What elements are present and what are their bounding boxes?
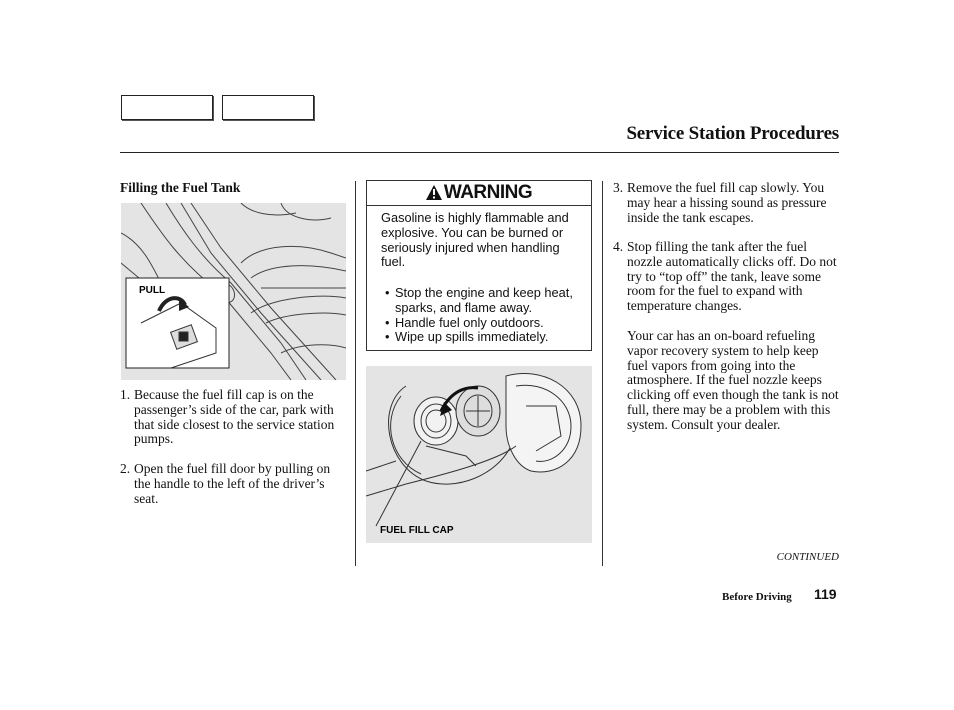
step-4-text: Stop filling the tank after the fuel nozzle automatically clicks off. Do not try to “top off” the tank, leave some room for the fuel to expand with temperature changes. — [627, 239, 837, 314]
step-1-text: Because the fuel fill cap is on the passenger’s side of the car, park with that side closest to the service station pumps. — [134, 387, 335, 447]
page-number: 119 — [814, 586, 837, 602]
warning-title: WARNING — [443, 182, 533, 203]
warning-text: Gasoline is highly flammable and explosive. You can be burned or seriously injured when handling fuel. — [381, 210, 569, 270]
step-4-number: 4. — [613, 239, 624, 254]
step-2-text: Open the fuel fill door by pulling on the handle to the left of the driver’s seat. — [134, 461, 331, 506]
step-2-number: 2. — [120, 461, 131, 476]
warning-triangle-icon — [426, 185, 442, 200]
fuel-fill-cap-label: FUEL FILL CAP — [380, 525, 454, 536]
step-2 — [120, 462, 345, 506]
continued-label: CONTINUED — [776, 551, 839, 563]
step-3-text: Remove the fuel fill cap slowly. You may hear a hissing sound as pressure inside the tank escapes. — [627, 180, 827, 225]
title-rule — [120, 152, 839, 153]
step-3 — [613, 181, 843, 225]
warning-header — [367, 181, 591, 206]
column-divider-right — [602, 181, 603, 566]
fuel-cap-drawing — [366, 366, 592, 543]
warning-bullet: • Stop the engine and keep heat, sparks, and flame away. — [385, 285, 573, 315]
step-3-number: 3. — [613, 180, 624, 195]
warning-list — [385, 286, 590, 345]
step-1 — [120, 388, 345, 447]
warning-box — [366, 180, 592, 351]
car-interior-drawing — [121, 203, 346, 380]
tab-blank-1[interactable] — [121, 95, 213, 120]
warning-bullet: • Wipe up spills immediately. — [385, 329, 549, 345]
fuel-door-release-illustration — [121, 203, 346, 380]
page-title: Service Station Procedures — [626, 123, 839, 144]
tab-blank-2[interactable] — [222, 95, 314, 120]
vapor-recovery-paragraph: Your car has an on-board refueling vapor recovery system to help keep fuel vapors from going into the atmosphere. If the fuel nozzle keeps clicking off even though the tank is not full, there may be a problem with this system. Consult your dealer. — [627, 328, 839, 432]
section-heading: Filling the Fuel Tank — [120, 180, 241, 195]
pull-label: PULL — [139, 285, 166, 296]
column-divider-left — [355, 181, 356, 566]
footer-section-name: Before Driving — [722, 591, 792, 603]
warning-bullet: • Handle fuel only outdoors. — [385, 314, 544, 330]
step-4 — [613, 240, 843, 314]
step-1-number: 1. — [120, 387, 131, 402]
fuel-fill-cap-illustration — [366, 366, 592, 543]
